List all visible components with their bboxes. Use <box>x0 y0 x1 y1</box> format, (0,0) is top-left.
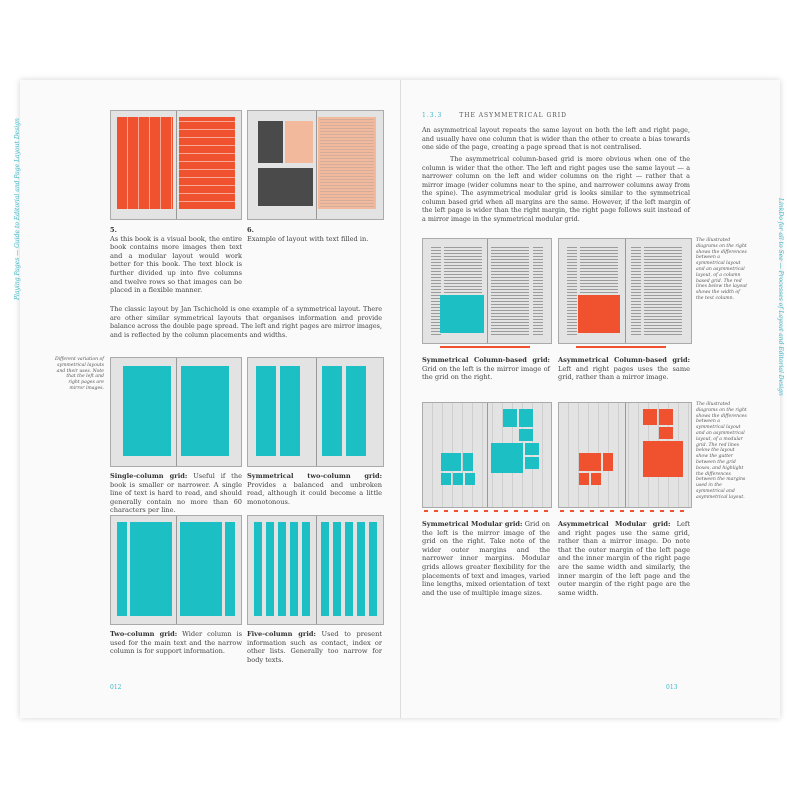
symmetrical-modular-caption <box>422 520 550 597</box>
mock-spine <box>487 239 488 343</box>
red-module <box>643 409 657 425</box>
text-lines <box>491 247 529 335</box>
single-column-title: Single-column grid: <box>110 472 188 480</box>
section-heading <box>422 112 567 119</box>
teal-module <box>525 457 539 469</box>
text-lines <box>567 247 577 335</box>
asym-col-text: Left and right pages uses the same grid, rather than a mirror image. <box>558 364 690 382</box>
peach-text-block-1 <box>285 121 313 163</box>
teal-narrow-column <box>225 522 235 616</box>
teal-wide-column <box>130 522 172 616</box>
asym-mod-text: Left and right pages use the same grid, rather than a mirror image. Do note that the outer margin of the left page and the inner margin of the right page are the same width and similarly, the inner margin of the left page and the outer margin of the right page are the same width. <box>558 520 690 597</box>
red-module <box>603 453 613 471</box>
figure-6-number: 6. <box>247 226 254 234</box>
teal-column <box>266 522 274 616</box>
teal-column <box>278 522 286 616</box>
teal-column <box>369 522 377 616</box>
red-module <box>579 473 589 485</box>
mock-spine <box>316 516 317 624</box>
teal-column <box>290 522 298 616</box>
asym-mod-title: Asymmetrical Modular grid: <box>558 520 671 528</box>
figure-5-text: As this book is a visual book, the entire book contains more images then text and a modular layout would work better for this book. The text block is further divided up into five columns and twelve rows so that images can be placed in a flexible manner. <box>110 234 242 295</box>
teal-module <box>503 409 517 427</box>
asymmetrical-para-1: An asymmetrical layout repeats the same layout on both the left and right page, and usually have one column that is wider than the other to create a bias towards one side of the page, creating a page spread that is not centralised. <box>422 126 690 151</box>
text-lines <box>320 119 374 207</box>
right-margin-note-2: The illustrated diagrams on the right shows the differences between a symmetrical layout and an asymmetrical layout, of a modular grid. The red lines below the layout show the gutter between the grid boxes, and highlight the differences between the margins used in the symmetrical and asymmetrical layout. <box>696 402 747 500</box>
asymmetrical-para-2: The asymmetrical column-based grid is more obvious when one of the column is wider that the other. The left and right pages use the same layout — a narrower column on the left and wider columns on the right — rather that a mirror image (wider columns near to the spine, and narrower columns away from the spine). The asymmetrical modular grid is looks similar to the symmetrical column based grid when all margins are the same. However, if the left margin of the left page is wider than the right margin, the right page follows suit instead of a mirror image in the symmetrical modular grid. <box>422 155 690 223</box>
mock-spine <box>176 358 177 466</box>
five-col-title: Five-column grid: <box>247 630 316 638</box>
section-number: 1.3.3 <box>422 112 443 119</box>
figure-5-modular-grid <box>110 110 242 220</box>
single-column-text: Useful if the book is smaller or narrower. A single line of text is hard to read, and should generally contain no more than 60 characters per line. <box>110 472 242 515</box>
teal-column <box>345 522 353 616</box>
sym-mod-title: Symmetrical Modular grid: <box>422 520 523 528</box>
symmetrical-two-column-grid-diagram <box>247 357 384 467</box>
red-module-block-right <box>179 117 235 209</box>
teal-column <box>357 522 365 616</box>
teal-column <box>256 366 276 456</box>
two-column-grid-diagram <box>110 515 242 625</box>
teal-module <box>441 453 461 471</box>
teal-module <box>463 453 473 471</box>
sym-col-text: Grid on the left is the mirror image of the grid on the right. <box>422 364 550 382</box>
red-gutter-markers <box>560 510 688 512</box>
teal-module <box>519 429 533 441</box>
right-side-title: LinkDo for all to See — Processes of Layout and Editorial Design <box>777 198 784 396</box>
single-column-caption <box>110 472 242 515</box>
teal-module <box>465 473 475 485</box>
left-page-number: 012 <box>110 684 122 691</box>
mock-spine <box>176 516 177 624</box>
asymmetrical-modular-grid-diagram <box>558 402 692 508</box>
figure-5-number: 5. <box>110 226 117 234</box>
teal-narrow-column <box>117 522 127 616</box>
left-margin-note: Different variation of symmetrical layouts and their uses. Note that the left and right pages are mirror images. <box>54 357 104 391</box>
symmetrical-two-column-caption <box>247 472 382 506</box>
teal-column <box>333 522 341 616</box>
text-lines <box>644 247 682 335</box>
mock-spine <box>625 239 626 343</box>
two-col-text: Wider column is used for the main text and the narrow column is for support information. <box>110 630 242 656</box>
asymmetrical-column-caption <box>558 356 690 382</box>
teal-module <box>519 409 533 427</box>
figure-6-caption <box>247 226 382 243</box>
two-col-title: Two-column grid: <box>110 630 178 638</box>
teal-column <box>322 366 342 456</box>
mock-spine <box>176 111 177 219</box>
red-module <box>579 453 601 471</box>
symmetrical-column-caption <box>422 356 550 382</box>
left-side-title: Playing Pages — Guide to Editorial and Page Layout Design <box>14 118 21 300</box>
sym-col-title: Symmetrical Column-based grid: <box>422 356 550 364</box>
text-lines <box>533 247 543 335</box>
teal-column <box>123 366 171 456</box>
asymmetrical-modular-caption <box>558 520 690 597</box>
section-title: THE ASYMMETRICAL GRID <box>459 112 567 119</box>
teal-column <box>280 366 300 456</box>
mock-spine <box>487 403 488 507</box>
teal-column <box>321 522 329 616</box>
figure-5-caption <box>110 226 242 295</box>
asym-col-title: Asymmetrical Column-based grid: <box>558 356 690 364</box>
red-module <box>591 473 601 485</box>
right-page-number: 013 <box>666 684 678 691</box>
teal-image-block <box>440 295 484 333</box>
five-column-caption <box>247 630 382 664</box>
text-lines <box>444 247 482 293</box>
teal-module <box>525 443 539 455</box>
red-image-block <box>578 295 620 333</box>
dark-image-block-2 <box>258 168 313 206</box>
red-width-marker <box>440 346 530 348</box>
two-column-caption <box>110 630 242 656</box>
red-width-marker <box>576 346 666 348</box>
five-column-grid-diagram <box>247 515 384 625</box>
text-lines <box>580 247 618 293</box>
teal-column <box>254 522 262 616</box>
two-column-title: Symmetrical two-column grid: <box>247 472 382 480</box>
teal-wide-column <box>180 522 222 616</box>
symmetrical-column-grid-diagram <box>422 238 552 344</box>
book-spine <box>400 80 401 718</box>
teal-module <box>491 443 523 473</box>
teal-column <box>302 522 310 616</box>
teal-column <box>181 366 229 456</box>
red-module-block-left <box>117 117 173 209</box>
single-column-grid-diagram <box>110 357 242 467</box>
mock-spine <box>625 403 626 507</box>
red-gutter-markers <box>424 510 548 512</box>
mock-spine <box>316 111 317 219</box>
red-module <box>659 409 673 425</box>
symmetrical-modular-grid-diagram <box>422 402 552 508</box>
figure-6-text: Example of layout with text filled in. <box>247 234 369 243</box>
red-module <box>659 427 673 439</box>
mock-spine <box>316 358 317 466</box>
teal-column <box>346 366 366 456</box>
sym-mod-text: Grid on the left is the mirror image of the grid on the right. Take note of the wider outer margins and the narrower inner margins. Modular grids allows greater flexibility for the placements of text and images, varied line lengths, mixed orientation of text and the use of multiple image sizes. <box>422 520 550 597</box>
teal-module <box>441 473 451 485</box>
teal-module <box>453 473 463 485</box>
right-margin-note-1: The illustrated diagrams on the right shows the differences between a symmetrical layout and an asymmetrical layout, of a column based grid. The red lines below the layout shows the width of the text column. <box>696 238 748 301</box>
figure-6-text-filled-layout <box>247 110 384 220</box>
symmetrical-intro-paragraph: The classic layout by Jan Tschichold is one example of a symmetrical layout. There are other similar symmetrical layouts that organises information and provide balance across the double page spread. The left and right pages are mirror images, and is reflected by the column placements and widths. <box>110 305 382 339</box>
dark-image-block-1 <box>258 121 283 163</box>
five-col-text: Used to present information such as contact, index or other lists. Generally too narrow for body texts. <box>247 630 382 664</box>
red-module <box>643 441 683 477</box>
two-column-text: Provides a balanced and unbroken read, although it could become a little monotonous. <box>247 480 382 506</box>
text-lines <box>631 247 641 335</box>
asymmetrical-column-grid-diagram <box>558 238 692 344</box>
